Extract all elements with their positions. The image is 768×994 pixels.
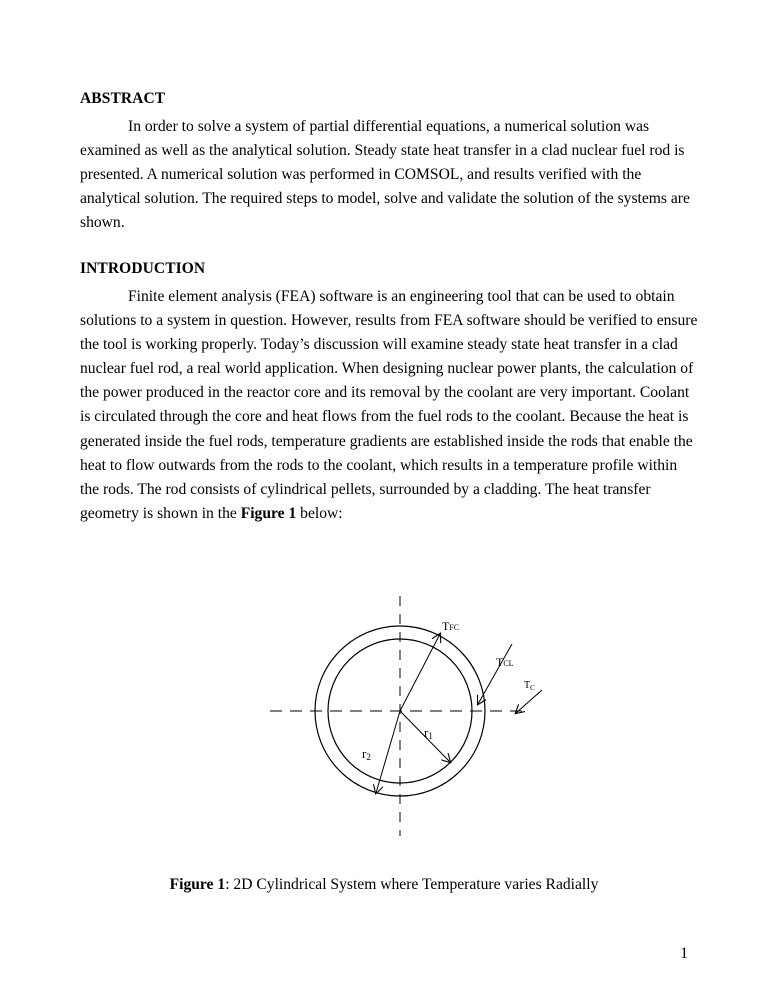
tcl-label: TCL — [496, 655, 514, 669]
tc-label: $T_C$ — [524, 680, 535, 692]
introduction-heading: INTRODUCTION — [80, 260, 206, 277]
fuel-rod-diagram — [260, 596, 550, 836]
figure-caption-text: : 2D Cylindrical System where Temperature varies Radially — [225, 876, 599, 893]
abstract-paragraph: In order to solve a system of partial differential equations, a numerical solution was examined as well as the analytical solution. Steady state heat transfer in a clad nuclear fuel rod is presented. A numerical solution was performed in COMSOL, and results verified with the analytical solution. The required steps to model, solve and validate the solution of the systems are shown. — [80, 118, 690, 232]
r2-arrow — [376, 711, 400, 793]
figure-caption — [0, 876, 768, 894]
page-number: 1 — [680, 945, 688, 962]
tfc-label: TFC — [442, 619, 460, 633]
figure-reference: Figure 1 — [240, 504, 297, 522]
r2-label: r2 — [362, 746, 371, 762]
abstract-heading: ABSTRACT — [80, 90, 166, 107]
r1-label: r1 — [424, 725, 433, 741]
tcl-arrow — [478, 644, 512, 704]
introduction-text-end: below: — [296, 504, 343, 522]
tc-arrow — [516, 690, 542, 713]
figure-caption-label: Figure 1 — [169, 876, 226, 893]
tfc-arrow — [400, 634, 440, 711]
introduction-text: Finite element analysis (FEA) software is an engineering tool that can be used to obtain solutions to a system in question. However, results from FEA software should be verified to ensure the tool is working properly. Today’s discussion will examine steady state heat transfer in a clad nuclear fuel rod, a real world application. When designing nuclear power plants, the calculation of the power produced in the reactor core and its removal by the coolant are very important. Coolant is circulated through the core and heat flows from the fuel rods to the coolant. Because the heat is generated inside the fuel rods, temperature gradients are established inside the rods that enable the heat to flow outwards from the rods to the coolant, which results in a temperature profile within the rods. The rod consists of cylindrical pellets, surrounded by a cladding. The heat transfer geometry is shown in the — [80, 288, 698, 522]
introduction-paragraph — [80, 285, 700, 526]
